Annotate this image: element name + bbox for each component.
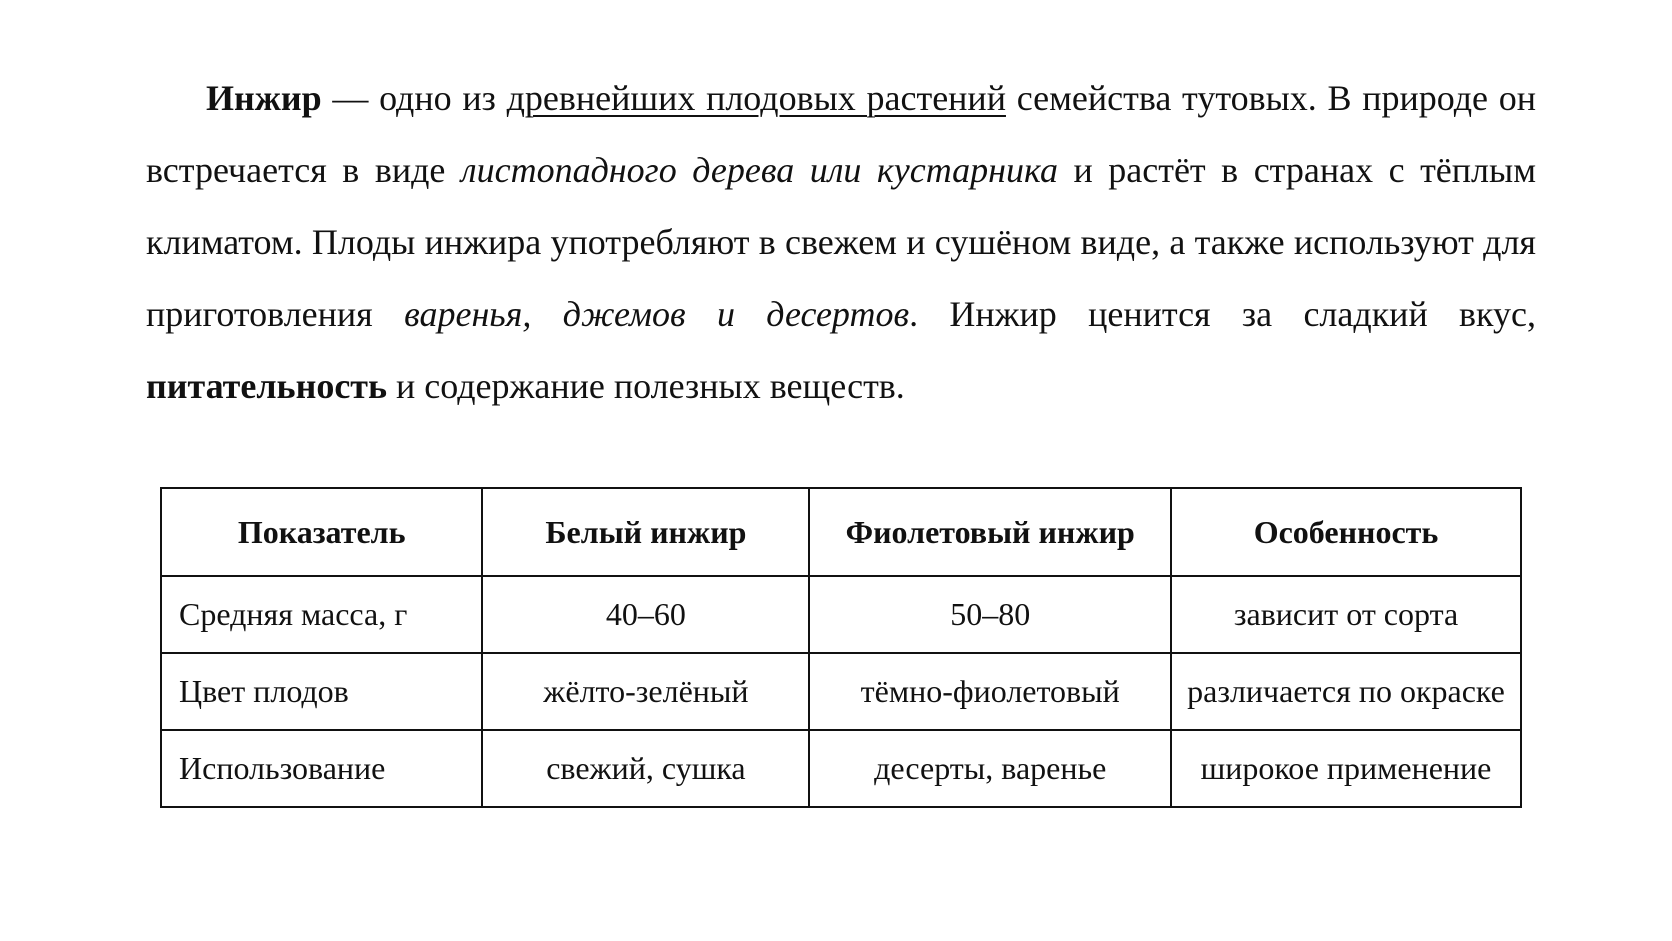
table-cell: свежий, сушка: [482, 730, 809, 807]
table-cell: тёмно-фиолетовый: [809, 653, 1171, 730]
table-cell: десерты, варенье: [809, 730, 1171, 807]
body-paragraph: [146, 62, 1536, 422]
italic-phrase: варенья, джемов и десертов: [404, 294, 910, 334]
header-cell: Показатель: [161, 488, 482, 576]
table-cell: 50–80: [809, 576, 1171, 653]
paragraph-text: — одно из: [321, 78, 507, 118]
italic-phrase: листопадного дерева или кустарника: [460, 150, 1058, 190]
term-bold: Инжир: [206, 78, 322, 118]
paragraph-text: и содержание полезных веществ.: [387, 366, 905, 406]
table-cell: Цвет плодов: [161, 653, 482, 730]
table-cell: жёлто-зелёный: [482, 653, 809, 730]
underlined-phrase: древнейших плодовых растений: [506, 78, 1006, 118]
table-cell: различается по окраске: [1171, 653, 1521, 730]
table-cell: 40–60: [482, 576, 809, 653]
table-row: [161, 730, 1521, 807]
table-cell: зависит от сорта: [1171, 576, 1521, 653]
comparison-table: [160, 487, 1522, 808]
table-header-row: [161, 488, 1521, 576]
table-row: [161, 576, 1521, 653]
paragraph-text: . Инжир ценится за сладкий вкус,: [909, 294, 1536, 334]
paragraph-text: семейства тутовых. В природе он встречается в виде: [146, 78, 1537, 190]
bold-phrase: питательность: [146, 366, 388, 406]
table-cell: Средняя масса, г: [161, 576, 482, 653]
table-row: [161, 653, 1521, 730]
table-cell: Использование: [161, 730, 482, 807]
header-cell: Белый инжир: [482, 488, 809, 576]
paragraph-text: и растёт в странах с тёплым климатом. Плоды инжира употребляют в свежем и сушёном виде, а также используют для приготовления: [146, 150, 1536, 334]
header-cell: Фиолетовый инжир: [809, 488, 1171, 576]
header-cell: Особенность: [1171, 488, 1521, 576]
table-cell: широкое применение: [1171, 730, 1521, 807]
